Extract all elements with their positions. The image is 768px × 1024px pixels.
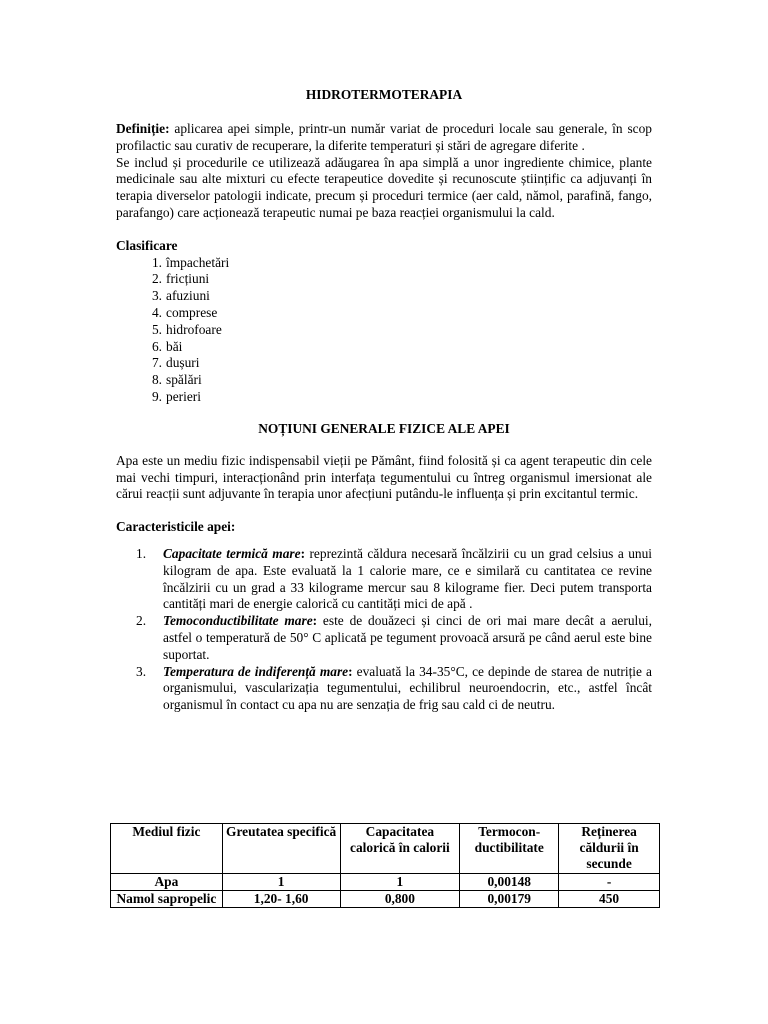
list-item: 4. comprese bbox=[151, 304, 218, 320]
table-header: Reținerea căldurii în secunde bbox=[559, 824, 660, 874]
list-item: 2. fricțiuni bbox=[151, 271, 210, 287]
list-item: 3. afuziuni bbox=[151, 288, 210, 304]
classification-heading: Clasificare bbox=[116, 237, 178, 253]
table-cell: 1 bbox=[222, 873, 340, 890]
table-header: Capacitatea calorică în calorii bbox=[340, 824, 460, 874]
intro-paragraph: Se includ și procedurile ce utilizează adăugarea în apa simplă a unor ingrediente chimice, plante medicinale sau alte mixturi cu efecte terapeutice dovedite și recunoscute științific ca adjuvanți în terapia diverselor patologii indicate, precum și proceduri termice (aer cald, nămol, parafină, fango, parafango) care acționează terapeutic numai pe baza reacției organismului la cald. bbox=[116, 154, 652, 220]
properties-table bbox=[110, 823, 660, 908]
classification-list bbox=[116, 255, 652, 406]
list-item: 5. hidrofoare bbox=[151, 321, 222, 337]
list-item: 1. împachetări bbox=[151, 254, 230, 270]
table-header: Termocon-ductibilitate bbox=[460, 824, 559, 874]
characteristics-list bbox=[116, 546, 652, 714]
definition-text: aplicarea apei simple, printr-un număr variat de proceduri locale sau generale, în scop profilactic sau curativ de recuperare, la diferite temperaturi și stări de agregare diferite . bbox=[116, 121, 652, 153]
page-title: HIDROTERMOTERAPIA bbox=[305, 87, 463, 102]
definition-paragraph bbox=[116, 121, 652, 155]
list-item: 7. dușuri bbox=[151, 355, 200, 371]
table-cell: - bbox=[559, 873, 660, 890]
table-cell: 0,800 bbox=[340, 890, 460, 907]
section-heading: NOȚIUNI GENERALE FIZICE ALE APEI bbox=[258, 420, 510, 436]
table-row bbox=[111, 873, 660, 890]
list-item: 1. Capacitate termică mare: reprezintă căldura necesară încălzirii cu un grad celsius a unui kilogram de apa. Este evaluată la 1 calorie mare, ce e similară cu cantitatea ce revine încălzirii cu un grad a 33 kilograme mercur sau 8 kilograme fier. Deci putem transporta cantități mari de energie calorică cu cantități mici de apă . bbox=[136, 545, 653, 612]
table-cell: Apa bbox=[111, 873, 223, 890]
table-header: Mediul fizic bbox=[111, 824, 223, 874]
table-cell: Namol sapropelic bbox=[111, 890, 223, 907]
table-cell: 450 bbox=[559, 890, 660, 907]
table-cell: 1,20- 1,60 bbox=[222, 890, 340, 907]
list-item: 9. perieri bbox=[151, 388, 201, 404]
water-paragraph: Apa este un mediu fizic indispensabil vieții pe Pământ, fiind folosită și ca agent terapeutic din cele mai vechi timpuri, interacționând prin interfața tegumentului cu întreg organismul imersionat ale cărui reacții sunt adjuvante în terapia unor afecțiuni putându-le influența și prin excitantul termic. bbox=[116, 452, 652, 502]
table-header-row bbox=[111, 824, 660, 874]
table-cell: 1 bbox=[340, 873, 460, 890]
table-row bbox=[111, 890, 660, 907]
table-cell: 0,00179 bbox=[460, 890, 559, 907]
list-item: 6. băi bbox=[151, 338, 183, 354]
list-item: 3. Temperatura de indiferență mare: evaluată la 34-35°C, ce depinde de starea de nutriție a organismului, vascularizația tegumentului, echilibrul neuroendocrin, etc., astfel încât organismul în contact cu apa nu are senzația de frig sau cald ci de neutru. bbox=[136, 663, 652, 713]
list-item: 8. spălări bbox=[151, 372, 202, 388]
table-header: Greutatea specifică bbox=[222, 824, 340, 874]
list-item: 2. Temoconductibilitate mare: este de douăzeci și cinci de ori mai mare decât a aerului, astfel o temperatură de 50° C aplicată pe tegument provoacă arsură pe când aerul este bine suportat. bbox=[136, 613, 652, 662]
definition-label: Definiție: bbox=[116, 121, 170, 136]
characteristics-heading: Caracteristicile apei: bbox=[116, 519, 236, 535]
table-cell: 0,00148 bbox=[460, 873, 559, 890]
